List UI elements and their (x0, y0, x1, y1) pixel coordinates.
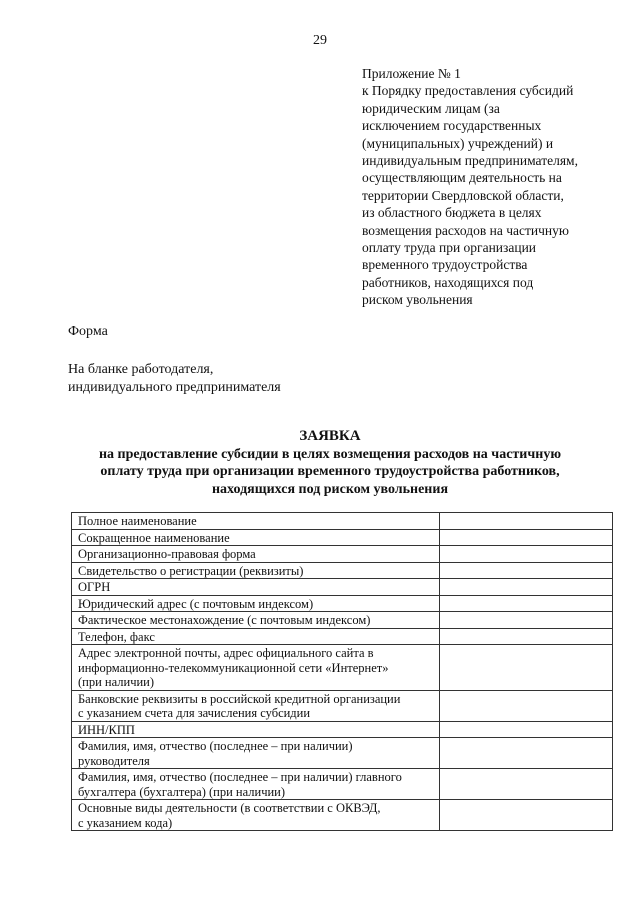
table-row (72, 529, 613, 546)
table-row (72, 628, 613, 645)
appendix-line: (муниципальных) учреждений) и (362, 135, 554, 151)
row-value-cell[interactable] (439, 546, 612, 563)
row-label: с указанием кода) (78, 815, 173, 830)
appendix-line: территории Свердловской области, (362, 187, 564, 203)
table-row (72, 738, 613, 769)
row-value-cell[interactable] (439, 513, 612, 530)
requisites-table-body (72, 513, 613, 831)
row-label-cell (72, 769, 440, 800)
row-label-cell (72, 612, 440, 629)
row-label-cell (72, 595, 440, 612)
appendix-line: оплату труда при организации (362, 240, 537, 256)
row-value-cell[interactable] (439, 579, 612, 596)
appendix-line: юридическим лицам (за (362, 100, 500, 116)
row-value-cell[interactable] (439, 690, 612, 721)
row-label-cell (72, 628, 440, 645)
letterhead-note (68, 361, 281, 397)
row-value-cell[interactable] (439, 529, 612, 546)
form-label: Форма (68, 324, 108, 339)
table-row (72, 612, 613, 629)
row-label-cell (72, 579, 440, 596)
row-label: ОГРН (78, 580, 111, 594)
appendix-block (362, 65, 612, 309)
table-row (72, 769, 613, 800)
row-label: Телефон, факс (78, 629, 155, 644)
appendix-line: временного трудоустройства (362, 257, 528, 273)
table-row (72, 721, 613, 738)
row-value-cell[interactable] (439, 769, 612, 800)
title-heading: ЗАЯВКА (299, 428, 361, 444)
appendix-line: Приложение № 1 (362, 66, 461, 81)
row-label: Фамилия, имя, отчество (последнее – при наличии) главного (78, 770, 402, 784)
requisites-table (71, 512, 613, 831)
row-value-cell[interactable] (439, 738, 612, 769)
appendix-line: осуществляющим деятельность на (362, 170, 562, 186)
appendix-line: работников, находящихся под (362, 274, 534, 290)
row-value-cell[interactable] (439, 595, 612, 612)
row-label: Банковские реквизиты в российской кредитной организации (78, 691, 401, 706)
row-label-cell (72, 800, 440, 831)
row-label: Свидетельство о регистрации (реквизиты) (78, 563, 304, 578)
row-label-cell (72, 645, 440, 691)
table-row (72, 513, 613, 530)
row-label: бухгалтера (бухгалтера) (при наличии) (78, 784, 286, 799)
title-line: оплату труда при организации временного трудоустройства работников, (100, 464, 560, 479)
appendix-line: индивидуальным предпринимателям, (362, 153, 578, 169)
row-value-cell[interactable] (439, 612, 612, 629)
row-value-cell[interactable] (439, 645, 612, 691)
row-label: руководителя (78, 753, 150, 768)
row-value-cell[interactable] (439, 628, 612, 645)
table-row (72, 800, 613, 831)
table-row (72, 645, 613, 691)
appendix-line: возмещения расходов на частичную (362, 222, 569, 238)
appendix-line: из областного бюджета в целях (362, 205, 542, 221)
table-row (72, 546, 613, 563)
row-value-cell[interactable] (439, 800, 612, 831)
row-label: Основные виды деятельности (в соответствии с ОКВЭД, (78, 801, 381, 815)
row-label-cell (72, 529, 440, 546)
row-label: Полное наименование (78, 514, 197, 528)
row-label: Адрес электронной почты, адрес официального сайта в (78, 646, 374, 660)
table-row (72, 579, 613, 596)
row-value-cell[interactable] (439, 721, 612, 738)
row-label-cell (72, 690, 440, 721)
appendix-line: риском увольнения (362, 292, 473, 308)
row-label: Фамилия, имя, отчество (последнее – при наличии) (78, 739, 353, 753)
letterhead-line: индивидуального предпринимателя (68, 380, 281, 395)
row-label-cell (72, 562, 440, 579)
row-label: Организационно-правовая форма (78, 547, 256, 561)
row-label: информационно-телекоммуникационной сети «Интернет» (78, 660, 389, 675)
letterhead-line: На бланке работодателя, (68, 362, 214, 377)
table-row (72, 562, 613, 579)
row-label: Фактическое местонахождение (с почтовым индексом) (78, 613, 371, 627)
row-value-cell[interactable] (439, 562, 612, 579)
row-label-cell (72, 513, 440, 530)
row-label-cell (72, 738, 440, 769)
title-line: на предоставление субсидии в целях возмещения расходов на частичную (98, 446, 562, 462)
row-label-cell (72, 546, 440, 563)
row-label: с указанием счета для зачисления субсидии (78, 706, 311, 720)
row-label: Сокращенное наименование (78, 530, 230, 545)
table-row (72, 690, 613, 721)
page-number: 29 (313, 33, 327, 48)
table-row (72, 595, 613, 612)
row-label-cell (72, 721, 440, 738)
row-label: (при наличии) (78, 675, 155, 689)
appendix-line: исключением государственных (362, 118, 542, 134)
appendix-line: к Порядку предоставления субсидий (362, 83, 574, 99)
title-line: находящихся под риском увольнения (211, 481, 449, 497)
row-label: ИНН/КПП (78, 722, 135, 737)
document-title (40, 428, 620, 498)
row-label: Юридический адрес (с почтовым индексом) (78, 596, 314, 611)
